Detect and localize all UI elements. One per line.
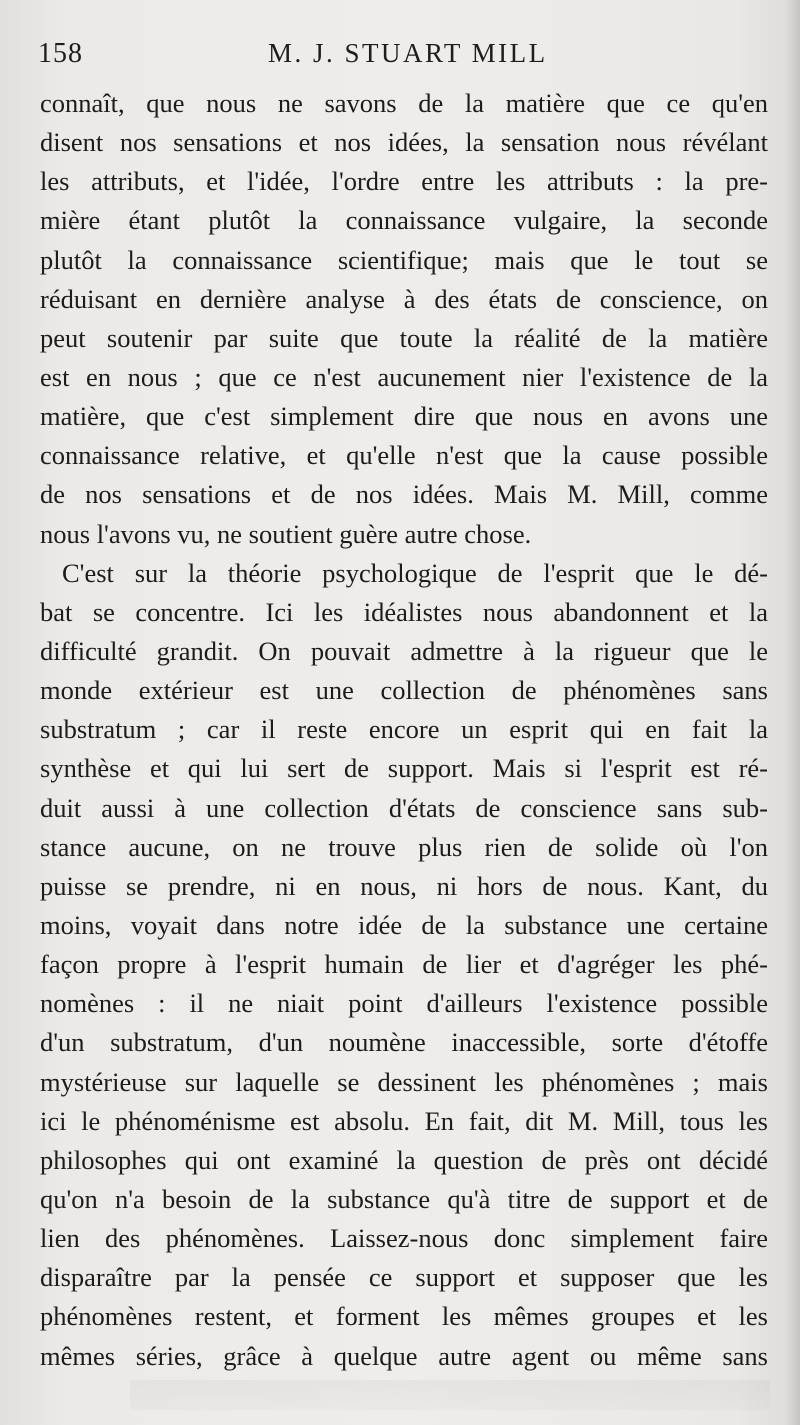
text-line: mière étant plutôt la connaissance vulgaire, la seconde [40, 205, 768, 236]
text-line: duit aussi à une collection d'états de conscience sans sub- [40, 792, 768, 823]
show-through-text [130, 1380, 770, 1410]
text-line: disent nos sensations et nos idées, la sensation nous révélant [40, 127, 768, 158]
text-line: philosophes qui ont examiné la question de près ont décidé [40, 1144, 768, 1175]
text-line: d'un substratum, d'un noumène inaccessible, sorte d'étoffe [40, 1027, 768, 1058]
text-line: connaît, que nous ne savons de la matière que ce qu'en [40, 88, 768, 118]
text-line: façon propre à l'esprit humain de lier et d'agréger les phé- [40, 949, 768, 980]
text-line: difficulté grandit. On pouvait admettre à la rigueur que le [40, 635, 768, 666]
text-line: réduisant en dernière analyse à des états de conscience, on [40, 283, 768, 314]
text-line: ici le phénoménisme est absolu. En fait, dit M. Mill, tous les [40, 1105, 768, 1136]
text-line: lien des phénomènes. Laissez-nous donc simplement faire [40, 1223, 768, 1254]
page-header [38, 38, 762, 78]
text-line: les attributs, et l'idée, l'ordre entre les attributs : la pre- [40, 166, 768, 197]
text-line: puisse se prendre, ni en nous, ni hors de nous. Kant, du [40, 870, 768, 901]
text-line: monde extérieur est une collection de phénomènes sans [40, 675, 768, 706]
text-line: mystérieuse sur laquelle se dessinent les phénomènes ; mais [40, 1066, 768, 1097]
text-line: est en nous ; que ce n'est aucunement nier l'existence de la [40, 361, 768, 392]
paragraph-last-line: nous l'avons vu, ne soutient guère autre chose. [40, 518, 532, 549]
text-line: mêmes séries, grâce à quelque autre agent ou même sans [40, 1340, 768, 1371]
text-line: connaissance relative, et qu'elle n'est que la cause possible [40, 440, 768, 471]
text-line: stance aucune, on ne trouve plus rien de solide où l'on [40, 831, 768, 862]
text-line: moins, voyait dans notre idée de la substance une certaine [40, 909, 768, 940]
text-line: phénomènes restent, et forment les mêmes groupes et les [40, 1301, 768, 1332]
text-line: substratum ; car il reste encore un esprit qui en fait la [40, 714, 768, 745]
page-edge-shadow [786, 0, 800, 1425]
paragraph-first-line: C'est sur la théorie psychologique de l'esprit que le dé- [62, 557, 768, 588]
text-line: plutôt la connaissance scientifique; mais que le tout se [40, 244, 768, 275]
running-head: M. J. STUART MILL [268, 38, 548, 68]
text-line: nomènes : il ne niait point d'ailleurs l'existence possible [40, 988, 768, 1019]
text-line: qu'on n'a besoin de la substance qu'à titre de support et de [40, 1183, 768, 1214]
page-number: 158 [38, 38, 83, 69]
text-line: matière, que c'est simplement dire que nous en avons une [40, 401, 768, 432]
text-line: bat se concentre. Ici les idéalistes nous abandonnent et la [40, 596, 768, 627]
text-line: de nos sensations et de nos idées. Mais M. Mill, comme [40, 479, 768, 510]
text-line: disparaître par la pensée ce support et supposer que les [40, 1262, 768, 1293]
text-line: peut soutenir par suite que toute la réalité de la matière [40, 322, 768, 353]
text-line: synthèse et qui lui sert de support. Mais si l'esprit est ré- [40, 753, 768, 784]
body-text [40, 84, 768, 1376]
